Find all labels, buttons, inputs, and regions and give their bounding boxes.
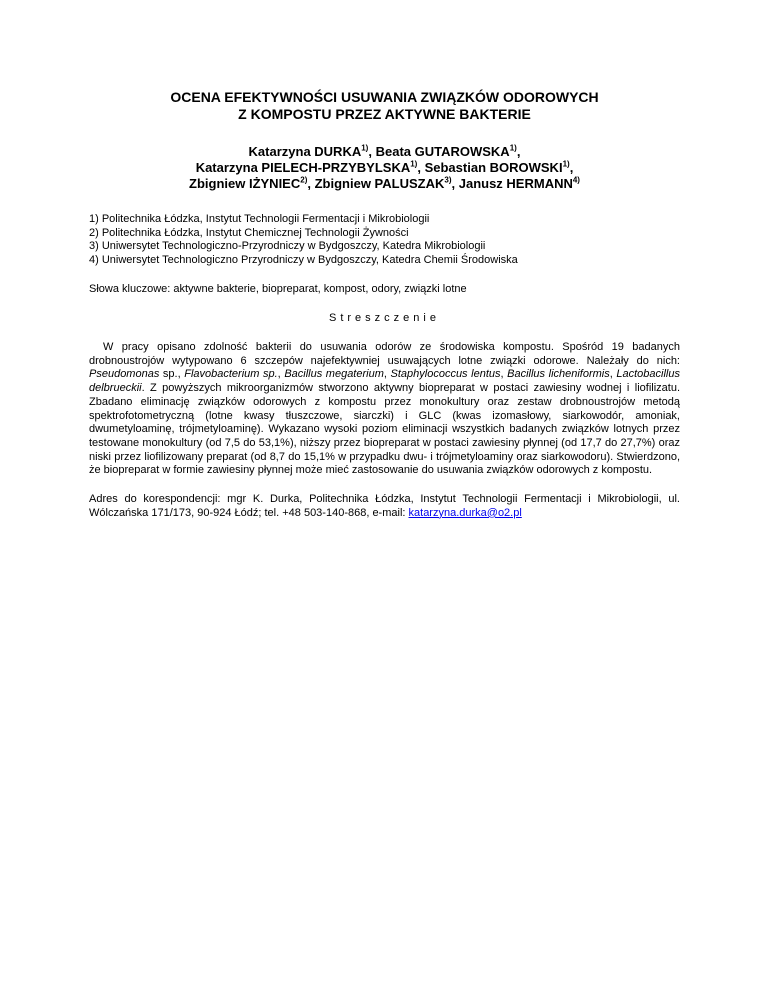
- abstract-text: ,: [609, 368, 617, 381]
- author-name: Sebastian BOROWSKI: [424, 160, 563, 175]
- species-name: Staphylococcus lentus: [390, 368, 501, 381]
- paper-title: [89, 89, 680, 123]
- author-name: Katarzyna DURKA: [248, 144, 362, 159]
- abstract-text: ,: [383, 368, 391, 381]
- author-name: Zbigniew IŻYNIEC: [189, 176, 301, 191]
- author-line-2: [89, 160, 680, 176]
- abstract-body: [89, 341, 680, 478]
- abstract-text: sp.,: [159, 368, 185, 381]
- email-link[interactable]: katarzyna.durka@o2.pl: [408, 506, 522, 519]
- address-text: Adres do korespondencji: mgr K. Durka, Politechnika Łódzka, Instytut Technologii Fermentacji i Mikrobiologii, ul. Wólczańska 171/173, 90-924 Łódź; tel. +48 503-140-868, e-mail:: [89, 493, 680, 519]
- species-name: Lactobacillus delbrueckii: [89, 368, 680, 395]
- author-line-3: [89, 176, 680, 192]
- author-name: Janusz HERMANN: [458, 176, 573, 191]
- author-affiliation-mark: 1): [410, 159, 418, 169]
- keywords: Słowa kluczowe: aktywne bakterie, biopreparat, kompost, odory, związki lotne: [89, 283, 467, 295]
- affiliation-item: 1) Politechnika Łódzka, Instytut Technologii Fermentacji i Mikrobiologii: [89, 213, 430, 225]
- author-affiliation-mark: 2): [300, 175, 308, 185]
- author-separator: ,: [451, 176, 459, 191]
- title-line-1: OCENA EFEKTYWNOŚCI USUWANIA ZWIĄZKÓW ODOROWYCH: [170, 89, 599, 105]
- author-name: Zbigniew PALUSZAK: [314, 176, 445, 191]
- correspondence-address: [89, 493, 680, 520]
- author-affiliation-mark: 4): [572, 175, 580, 185]
- author-affiliation-mark: 1): [361, 143, 369, 153]
- author-separator: ,: [417, 160, 425, 175]
- author-separator: ,: [569, 160, 574, 175]
- species-name: Bacillus licheniformis: [507, 368, 610, 381]
- paper-page: [89, 80, 680, 520]
- author-affiliation-mark: 1): [562, 159, 570, 169]
- affiliation-list: [89, 213, 680, 267]
- species-name: Flavobacterium sp.: [184, 368, 278, 381]
- author-name: Beata GUTAROWSKA: [375, 144, 510, 159]
- author-affiliation-mark: 3): [444, 175, 452, 185]
- author-separator: ,: [307, 176, 315, 191]
- author-separator: ,: [516, 144, 521, 159]
- author-separator: ,: [368, 144, 376, 159]
- title-line-2: Z KOMPOSTU PRZEZ AKTYWNE BAKTERIE: [238, 106, 531, 122]
- author-line-1: [89, 144, 680, 160]
- abstract-text: ,: [500, 368, 508, 381]
- affiliation-item: 2) Politechnika Łódzka, Instytut Chemicznej Technologii Żywności: [89, 226, 409, 239]
- abstract-heading: Streszczenie: [329, 312, 440, 324]
- author-affiliation-mark: 1): [509, 143, 517, 153]
- species-name: Bacillus megaterium: [284, 368, 384, 381]
- species-name: Pseudomonas: [89, 368, 160, 381]
- abstract-text: . Z powyższych mikroorganizmów stworzono aktywny biopreparat w postaci zawiesiny wodnej i liofilizatu. Zbadano eliminację związków odorowych z kompostu przez monokultury oraz zestaw drobnoustrojów metodą spektrofotometryczną (lotne kwasy tłuszczowe, siarczki) i GLC (kwas izomasłowy, siarkowodór, amoniak, dwumetyloaminę, trójmetyloaminę). Wykazano wysoki poziom eliminacji wszystkich badanych związków lotnych przez testowane monokultury (od 7,5 do 53,1%), niższy przez biopreparat w postaci zawiesiny płynnej (od 17,7 do 27,7%) oraz niski przez liofilizowany preparat (od 8,7 do 15,1% w przypadku dwu- i trójmetyloaminy oraz siarkowodoru). Stwierdzono, że biopreparat w formie zawiesiny płynnej może mieć zastosowanie do usuwania związków odorowych z kompostu.: [89, 382, 680, 477]
- author-name: Katarzyna PIELECH-PRZYBYLSKA: [195, 160, 411, 175]
- author-list: [89, 144, 680, 192]
- abstract-text: W pracy opisano zdolność bakterii do usuwania odorów ze środowiska kompostu. Spośród 19 badanych drobnoustrojów wytypowano 6 szczepów najefektywniej usuwających lotne związki odorowe. Należały do nich:: [89, 341, 680, 367]
- abstract-text: ,: [277, 368, 285, 381]
- affiliation-item: 4) Uniwersytet Technologiczno Przyrodniczy w Bydgoszczy, Katedra Chemii Środowiska: [89, 253, 518, 266]
- affiliation-item: 3) Uniwersytet Technologiczno-Przyrodniczy w Bydgoszczy, Katedra Mikrobiologii: [89, 240, 486, 252]
